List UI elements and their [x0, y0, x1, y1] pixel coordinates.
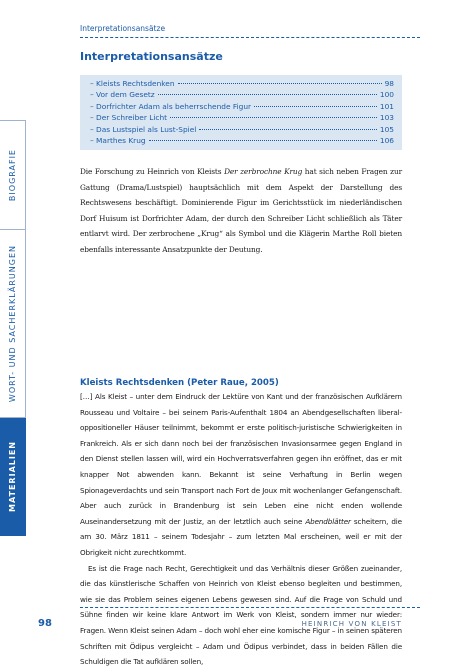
- article-heading: Kleists Rechtsdenken (Peter Raue, 2005): [80, 378, 279, 388]
- toc-entry[interactable]: [90, 125, 394, 136]
- toc-leader-dots: [178, 83, 382, 84]
- page-number: 98: [38, 618, 52, 629]
- toc-entry-label: – Marthes Krug: [90, 135, 146, 145]
- toc-entry-page: 101: [379, 101, 394, 111]
- toc-leader-dots: [149, 140, 377, 141]
- intro-title-italic: Der zerbrochne Krug: [224, 167, 303, 176]
- intro-text-2: hat sich neben Fragen zur Gattung (Drama/Lustspiel) hauptsächlich mit dem Aspekt der Darstellung des Rechtswesens beschäftigt. Dominierende Figur im Gerichtsstück im niederländischen Dorf Huisum ist Dorfrichter Adam, der durch den Schreiber Licht schließlich als Täter entlarvt wird. Der zerbrochene „Krug“ als Symbol und die Klägerin Marthe Roll bieten ebenfalls interessante Ansatzpunkte der Deutung.: [80, 167, 403, 254]
- toc-entry-label: – Vor dem Gesetz: [90, 90, 155, 100]
- toc-entry-page: 100: [379, 90, 394, 100]
- toc-leader-dots: [254, 106, 377, 107]
- tab-biografie-label: BIOGRAFIE: [8, 148, 17, 202]
- article-paragraph-1: [80, 389, 402, 561]
- tab-wort-und-sacherklaerungen-label: WORT- UND SACHERKLÄRUNGEN: [8, 244, 17, 403]
- toc-entry-label: – Dorfrichter Adam als beherrschende Figur: [90, 101, 252, 111]
- toc-entry-label: – Das Lustspiel als Lust-Spiel: [90, 124, 197, 134]
- toc-entry-page: 103: [379, 113, 394, 123]
- article-p1-text-2: scheitern, die am 30. März 1811 – seinem Todesjahr – zum letzten Mal erscheinen, weil er mit der Obrigkeit nicht zurechtkommt.: [80, 516, 402, 557]
- toc-box: [80, 75, 402, 150]
- header-rule: [80, 37, 420, 38]
- toc-entry-label: – Kleists Rechtsdenken: [90, 79, 175, 88]
- article-p1-text-1: […] Als Kleist – unter dem Eindruck der Lektüre von Kant und der französischen Aufklärern Rousseau und Voltaire – bei seinem Paris-Aufenthalt 1804 an Abendgesellschaften liberal-oppositioneller Häuser teilnimmt, bekommt er erste politisch-juristische Schwierigkeiten in Frankreich. Als er sich dann noch bei der französischen Invasionsarmee gegen England in den Dienst stellen lassen will, wird ein Hochverratsverfahren gegen ihn eröffnet, das er mit knapper Not abwenden kann. Bekannt ist seine Verhaftung in Berlin wegen Spionageverdachts und sein Transport nach Fort de Joux mit wochenlanger Gefangenschaft. Aber auch zurück in Brandenburg ist sein Leben eine nicht enden wollende Auseinandersetzung mit der Justiz, an der letztlich auch seine: [80, 392, 402, 526]
- footer-author: HEINRICH VON KLEIST: [301, 620, 402, 628]
- sidebar-tabs: [0, 0, 26, 648]
- intro-text-1: Die Forschung zu Heinrich von Kleists: [80, 167, 225, 176]
- article-paragraph-2: Es ist die Frage nach Recht, Gerechtigkeit und das Verhältnis dieser Größen zueinander, die das künstlerische Schaffen von Heinrich von Kleist ebenso begleiten und bestimmen, wie sie das Problem seines eigenen Lebens gewesen sind. Auf die Frage von Schuld und Sühne finden wir keine klare Antwort im Werk von Kleist, sondern immer nur wieder: Fragen. Wenn Kleist seinen Adam – doch wohl eher eine komische Figur – in seinen späteren Schriften mit Ödipus vergleicht – Adam und Ödipus verbindet, dass in beiden Fällen die Schuldigen die Tat aufklären sollen,: [80, 563, 402, 667]
- section-title: Interpretationsansätze: [80, 50, 223, 63]
- tab-materialien[interactable]: [0, 418, 26, 536]
- toc-leader-dots: [170, 117, 377, 118]
- tab-materialien-label: MATERIALIEN: [8, 440, 17, 512]
- toc-entry[interactable]: [90, 79, 394, 90]
- intro-paragraph: [80, 164, 402, 258]
- toc-entry[interactable]: [90, 136, 394, 147]
- toc-entry[interactable]: [90, 102, 394, 113]
- tab-biografie[interactable]: [0, 120, 26, 230]
- running-head: Interpretationsansätze: [80, 24, 166, 33]
- toc-entry-page: 105: [379, 124, 394, 134]
- tab-wort-und-sacherklaerungen[interactable]: [0, 230, 26, 418]
- toc-leader-dots: [199, 129, 377, 130]
- toc-entry[interactable]: [90, 90, 394, 101]
- toc-entry[interactable]: [90, 113, 394, 124]
- toc-entry-page: 106: [379, 135, 394, 145]
- toc-entry-label: – Der Schreiber Licht: [90, 113, 168, 123]
- article-p1-italic: Abendblätter: [305, 516, 351, 526]
- toc-entry-page: 98: [384, 79, 394, 88]
- toc-leader-dots: [158, 94, 377, 95]
- footer-rule: [80, 607, 420, 608]
